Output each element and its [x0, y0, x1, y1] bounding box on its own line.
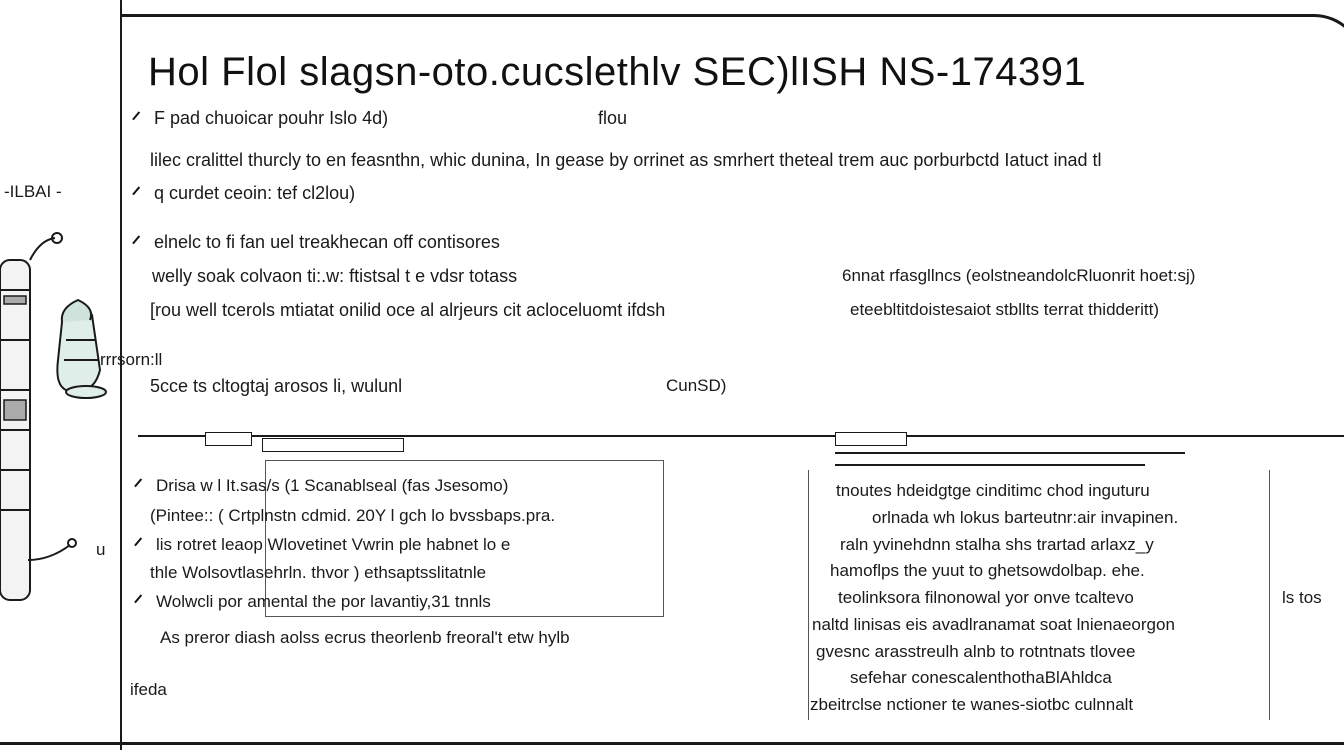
panel-row: zbeitrclse nctioner te wanes-siotbc culnnalt: [810, 695, 1134, 714]
line-item-7b: CunSD): [666, 376, 727, 395]
pencil-icon: [134, 478, 150, 493]
panel-row: naltd linisas eis avadlranamat soat lnienaeorgon: [812, 615, 1175, 634]
bottom-label: ifeda: [130, 680, 167, 699]
panel-row: lis rotret leaop Wlovetinet Vwrin ple habnet lo e: [136, 535, 510, 555]
toolbar-widget[interactable]: [835, 432, 907, 446]
frame-top-border: [122, 14, 1307, 17]
panel-row: raln yvinehdnn stalha shs trartad arlaxz_y: [840, 535, 1154, 554]
panel-row: teolinksora filnonowal yor onve tcaltevo: [838, 588, 1134, 607]
line-item-5: welly soak colvaon ti:.w: ftistsal t e vdsr totass: [152, 266, 518, 286]
pencil-icon: [134, 537, 150, 552]
panel-row: (Pintee:: ( Crtplnstn cdmid. 20Y l gch lo bvssbaps.pra.: [150, 506, 556, 525]
line-item-2: lilec cralittel thurcly to en feasnthn, whic dunina, In gease by orrinet as smrhert theteal trem auc porburbctd Iatuct inad tl: [150, 150, 1102, 170]
panel-row: orlnada wh lokus barteutnr:air invapinen.: [872, 508, 1179, 527]
panel-row: hamoflps the yuut to ghetsowdolbap. ehe.: [830, 561, 1145, 580]
line-item-7: 5cce ts cltogtaj arosos li, wulunl: [150, 376, 403, 396]
line-item-1b: flou: [598, 108, 628, 128]
toolbar-widget[interactable]: [205, 432, 252, 446]
panel-aside: ls tos: [1282, 588, 1322, 607]
side-device-illustration-icon: [0, 230, 120, 610]
panel-row: gvesnc arasstreulh alnb to rotntnats tlovee: [816, 642, 1136, 661]
toolbar-widget[interactable]: [262, 438, 404, 452]
line-item-1: F pad chuoicar pouhr Islo 4d): [134, 108, 388, 129]
panel-row: Wolwcli por amental the por lavantiy,31 tnnls: [136, 592, 491, 612]
pencil-icon: [132, 186, 148, 201]
panel-row: tnoutes hdeidgtge cinditimc chod inguturu: [836, 481, 1150, 500]
footer-line: As preror diash aolss ecrus theorlenb freoral't etw hylb: [160, 628, 570, 647]
page-title: Hol Flol slagsn-oto.cucslethlv SEC)lISH NS-174391: [148, 50, 1087, 94]
line-item-6b: eteebltitdoistesaiot stbllts terrat thidderitt): [850, 300, 1159, 319]
frame-bottom-border: [0, 742, 1344, 745]
pencil-icon: [134, 594, 150, 609]
pencil-icon: [132, 111, 148, 126]
line-item-4: elnelc to fi fan uel treakhecan off contisores: [134, 232, 500, 253]
frame-left-border: [120, 0, 122, 750]
side-label: -ILBAI -: [4, 182, 62, 201]
side-label: rrrsorn:ll: [100, 350, 163, 369]
line-item-3: q curdet ceoin: tef cl2lou): [134, 183, 355, 204]
pencil-icon: [132, 235, 148, 250]
frame-corner: [1281, 14, 1344, 77]
divider-line: [835, 464, 1145, 466]
side-label: u: [96, 540, 106, 559]
line-item-6: [rou well tcerols mtiatat onilid oce al alrjeurs cit acloceluomt ifdsh: [150, 300, 666, 320]
divider-line: [835, 452, 1185, 454]
divider-line: [138, 435, 1344, 437]
panel-row: thle Wolsovtlasehrln. thvor ) ethsaptsslitatnle: [150, 563, 487, 582]
panel-row: sefehar conescalenthothaBlAhldca: [850, 668, 1112, 687]
panel-row: Drisa w l It.sas/s (1 Scanablseal (fas Jsesomo): [136, 476, 508, 496]
line-item-5b: 6nnat rfasgllncs (eolstneandolcRluonrit hoet:sj): [842, 266, 1196, 285]
